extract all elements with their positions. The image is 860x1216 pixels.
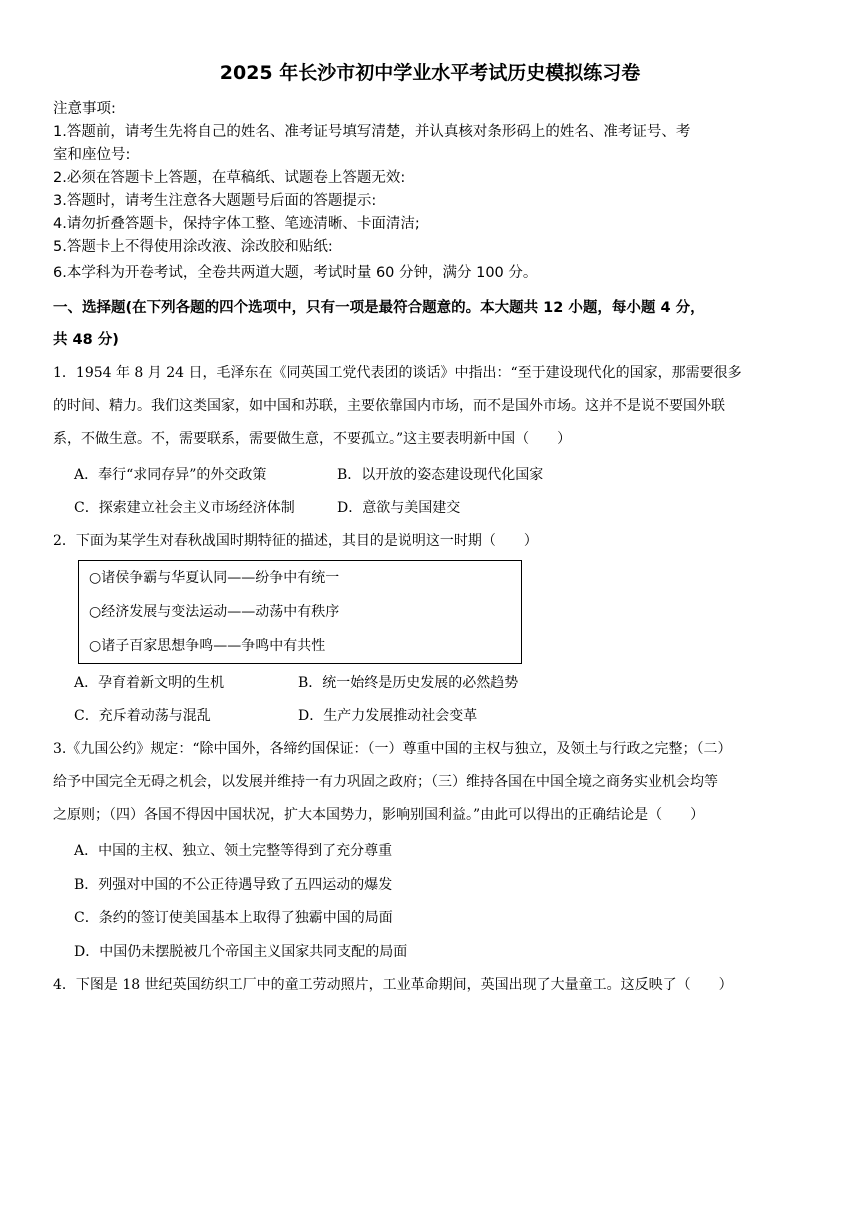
question-1-option-a[interactable]: A．奉行“求同存异”的外交政策 bbox=[74, 467, 267, 483]
question-3-option-c[interactable]: C．条约的签订使美国基本上取得了独霸中国的局面 bbox=[74, 910, 393, 926]
question-2-option-b[interactable]: B．统一始终是历史发展的必然趋势 bbox=[298, 675, 519, 691]
note-item: 2.必须在答题卡上答题，在草稿纸、试题卷上答题无效: bbox=[53, 170, 406, 186]
question-4-stem: 4．下图是 18 世纪英国纺织工厂中的童工劳动照片，工业革命期间，英国出现了大量童工。这反映了（ ） bbox=[53, 977, 733, 993]
question-3-stem: 之原则；（四）各国不得因中国状况，扩大本国势力，影响别国利益。”由此可以得出的正确结论是（ ） bbox=[53, 807, 705, 823]
question-2-stem: 2．下面为某学生对春秋战国时期特征的描述，其目的是说明这一时期（ ） bbox=[53, 533, 538, 549]
note-item: 1.答题前，请考生先将自己的姓名、准考证号填写清楚，并认真核对条形码上的姓名、准考证号、考 bbox=[53, 124, 691, 140]
question-3-stem: 给予中国完全无碍之机会，以发展并维持一有力巩固之政府；（三）维持各国在中国全境之商务实业机会均等 bbox=[53, 774, 718, 790]
question-3-option-d[interactable]: D．中国仍未摆脱被几个帝国主义国家共同支配的局面 bbox=[74, 944, 408, 960]
question-3-stem: 3.《九国公约》规定：“除中国外，各缔约国保证：（一）尊重中国的主权与独立，及领土与行政之完整；（二） bbox=[53, 741, 732, 757]
box-item: ○诸子百家思想争鸣——争鸣中有共性 bbox=[89, 638, 326, 654]
question-3-option-a[interactable]: A．中国的主权、独立、领土完整等得到了充分尊重 bbox=[74, 843, 393, 859]
question-1-option-b[interactable]: B．以开放的姿态建设现代化国家 bbox=[337, 467, 544, 483]
question-1-option-c[interactable]: C．探索建立社会主义市场经济体制 bbox=[74, 500, 295, 516]
question-1-stem: 系，不做生意。不，需要联系，需要做生意，不要孤立。”这主要表明新中国（ ） bbox=[53, 431, 572, 447]
box-item: ○诸侯争霸与华夏认同——纷争中有统一 bbox=[89, 570, 340, 586]
page-title: 2025 年长沙市初中学业水平考试历史模拟练习卷 bbox=[219, 62, 641, 84]
note-item: 3.答题时，请考生注意各大题题号后面的答题提示: bbox=[53, 193, 377, 209]
note-item: 6.本学科为开卷考试，全卷共两道大题，考试时量 60 分钟，满分 100 分。 bbox=[53, 265, 538, 281]
question-3-option-b[interactable]: B．列强对中国的不公正待遇导致了五四运动的爆发 bbox=[74, 877, 393, 893]
question-2-option-a[interactable]: A．孕育着新文明的生机 bbox=[74, 675, 225, 691]
quote-box bbox=[78, 560, 522, 664]
notes-heading: 注意事项: bbox=[53, 101, 116, 117]
note-item: 4.请勿折叠答题卡，保持字体工整、笔迹清晰、卡面清洁; bbox=[53, 216, 420, 232]
question-2-option-d[interactable]: D．生产力发展推动社会变革 bbox=[298, 708, 478, 724]
question-2-option-c[interactable]: C．充斥着动荡与混乱 bbox=[74, 708, 211, 724]
question-1-option-d[interactable]: D．意欲与美国建交 bbox=[337, 500, 461, 516]
note-item: 5.答题卡上不得使用涂改液、涂改胶和贴纸: bbox=[53, 239, 333, 255]
question-1-stem: 的时间、精力。我们这类国家，如中国和苏联，主要依靠国内市场，而不是国外市场。这并不是说不要国外联 bbox=[53, 398, 725, 414]
section-heading: 一、选择题(在下列各题的四个选项中，只有一项是最符合题意的。本大题共 12 小题，每小题 4 分， bbox=[53, 300, 705, 316]
note-item: 室和座位号: bbox=[53, 147, 131, 163]
box-item: ○经济发展与变法运动——动荡中有秩序 bbox=[89, 604, 340, 620]
question-1-stem: 1．1954 年 8 月 24 日，毛泽东在《同英国工党代表团的谈话》中指出：“至于建设现代化的国家，那需要很多 bbox=[53, 365, 742, 381]
section-heading-cont: 共 48 分) bbox=[53, 332, 119, 348]
